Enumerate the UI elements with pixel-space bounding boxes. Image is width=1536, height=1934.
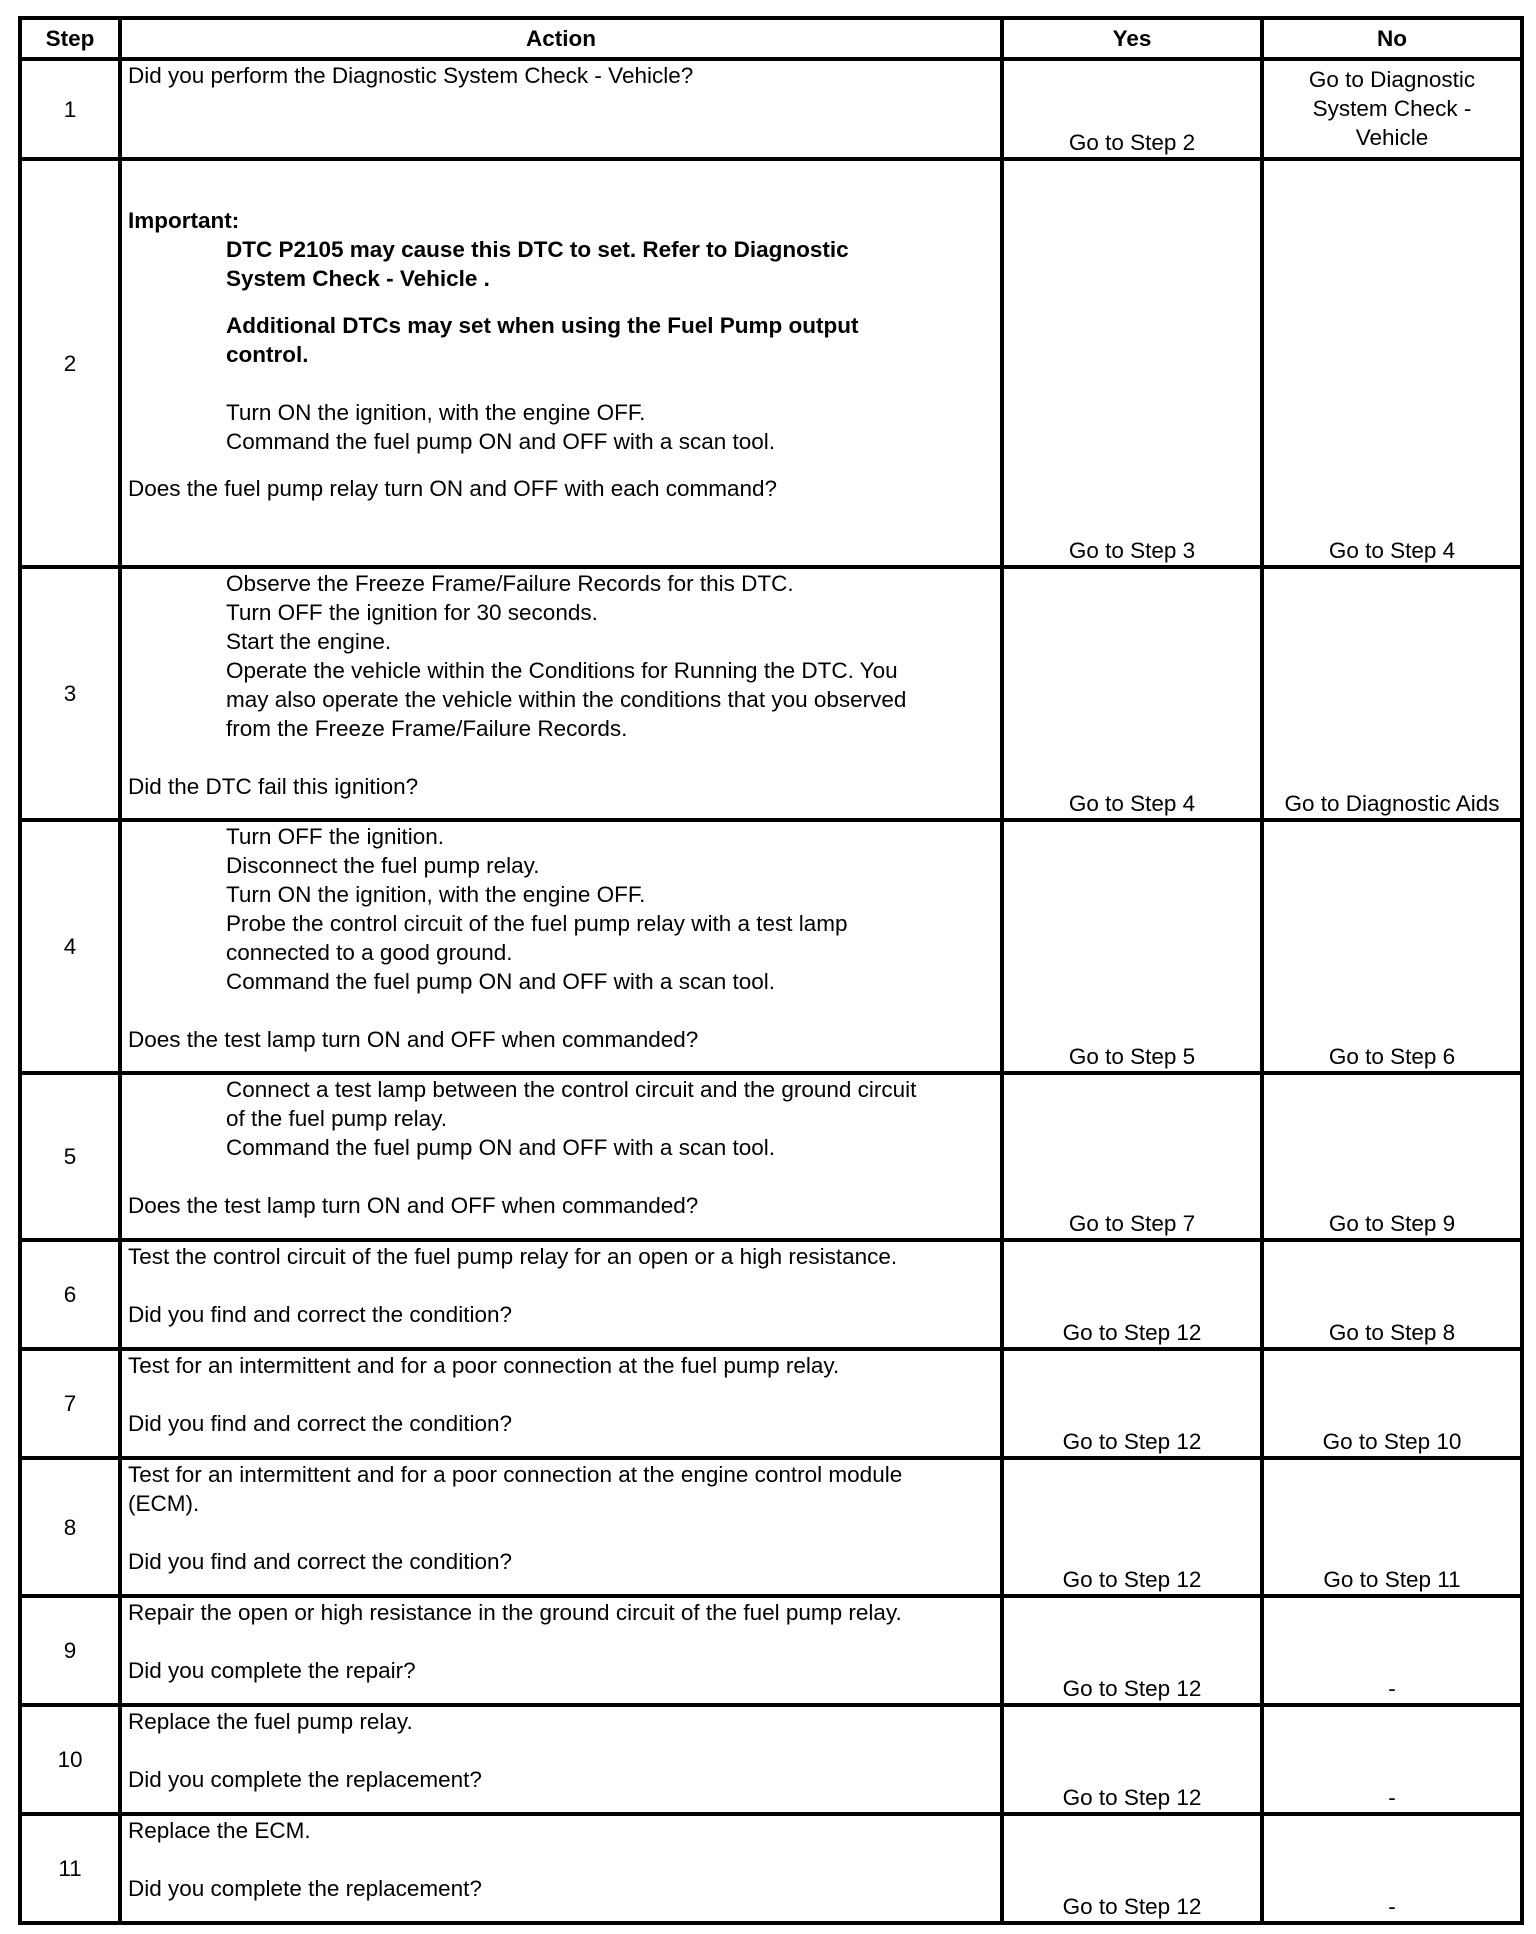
question-text: Did you perform the Diagnostic System Check - Vehicle? xyxy=(128,63,694,88)
action-cell xyxy=(120,820,1002,1073)
action-text: Test the control circuit of the fuel pump relay for an open or a high resistance. xyxy=(128,1244,898,1269)
instruction-line: Operate the vehicle within the Conditions for Running the DTC. You xyxy=(226,658,898,683)
step-number: 9 xyxy=(20,1596,120,1705)
instruction-line: Observe the Freeze Frame/Failure Records for this DTC. xyxy=(226,571,794,596)
instruction-line: Disconnect the fuel pump relay. xyxy=(226,853,540,878)
question-text: Did you find and correct the condition? xyxy=(128,1302,512,1327)
instruction-line: connected to a good ground. xyxy=(226,940,513,965)
action-cell xyxy=(120,1073,1002,1240)
action-cell xyxy=(120,567,1002,820)
table-row xyxy=(20,1705,1522,1814)
no-cell: Go to Diagnostic Aids xyxy=(1262,567,1522,820)
table-row xyxy=(20,567,1522,820)
step-number: 8 xyxy=(20,1458,120,1596)
table-row xyxy=(20,1349,1522,1458)
action-cell xyxy=(120,1705,1002,1814)
instruction-line: Command the fuel pump ON and OFF with a scan tool. xyxy=(226,1135,775,1160)
instruction-line: Turn ON the ignition, with the engine OFF. xyxy=(226,882,646,907)
yes-cell: Go to Step 7 xyxy=(1002,1073,1262,1240)
header-no: No xyxy=(1262,18,1522,59)
step-number: 5 xyxy=(20,1073,120,1240)
action-cell xyxy=(120,59,1002,159)
no-line: Go to Diagnostic xyxy=(1308,67,1476,92)
action-cell xyxy=(120,1458,1002,1596)
no-cell: Go to Step 9 xyxy=(1262,1073,1522,1240)
yes-cell: Go to Step 2 xyxy=(1002,59,1262,159)
instruction-line: may also operate the vehicle within the conditions that you observed xyxy=(226,687,907,712)
yes-cell: Go to Step 12 xyxy=(1002,1240,1262,1349)
action-cell xyxy=(120,1596,1002,1705)
important-label: Important: xyxy=(128,208,240,233)
no-cell: - xyxy=(1262,1596,1522,1705)
instruction-line: Turn OFF the ignition for 30 seconds. xyxy=(226,600,598,625)
question-text: Did you find and correct the condition? xyxy=(128,1411,512,1436)
action-cell xyxy=(120,1349,1002,1458)
no-line: Vehicle xyxy=(1355,125,1429,150)
question-text: Did you complete the replacement? xyxy=(128,1876,482,1901)
question-text: Does the test lamp turn ON and OFF when commanded? xyxy=(128,1193,699,1218)
table-row xyxy=(20,59,1522,159)
important-note: Additional DTCs may set when using the Fuel Pump output xyxy=(226,313,859,338)
table-row xyxy=(20,1240,1522,1349)
header-action: Action xyxy=(120,18,1002,59)
yes-cell: Go to Step 12 xyxy=(1002,1458,1262,1596)
action-text: Replace the ECM. xyxy=(128,1818,311,1843)
action-text: Test for an intermittent and for a poor connection at the engine control module xyxy=(128,1462,903,1487)
no-cell: - xyxy=(1262,1814,1522,1923)
no-cell: - xyxy=(1262,1705,1522,1814)
table-row xyxy=(20,1458,1522,1596)
question-text: Did you complete the replacement? xyxy=(128,1767,482,1792)
header-row xyxy=(20,18,1522,59)
step-number: 7 xyxy=(20,1349,120,1458)
table-row xyxy=(20,1073,1522,1240)
question-text: Does the test lamp turn ON and OFF when commanded? xyxy=(128,1027,699,1052)
instruction-line: Connect a test lamp between the control circuit and the ground circuit xyxy=(226,1077,917,1102)
no-cell: Go to Step 11 xyxy=(1262,1458,1522,1596)
instruction-line: of the fuel pump relay. xyxy=(226,1106,447,1131)
yes-cell: Go to Step 3 xyxy=(1002,159,1262,567)
instruction-line: Turn ON the ignition, with the engine OFF. xyxy=(226,400,646,425)
action-cell xyxy=(120,1240,1002,1349)
step-number: 6 xyxy=(20,1240,120,1349)
step-number: 4 xyxy=(20,820,120,1073)
action-cell xyxy=(120,1814,1002,1923)
important-note: control. xyxy=(226,342,309,367)
no-cell: Go to Step 10 xyxy=(1262,1349,1522,1458)
question-text: Did the DTC fail this ignition? xyxy=(128,774,419,799)
action-text: Repair the open or high resistance in the ground circuit of the fuel pump relay. xyxy=(128,1600,902,1625)
diagnostic-table xyxy=(18,16,1524,1925)
no-cell: Go to Step 4 xyxy=(1262,159,1522,567)
action-text: Test for an intermittent and for a poor connection at the fuel pump relay. xyxy=(128,1353,840,1378)
no-line: System Check - xyxy=(1312,96,1472,121)
action-text: Replace the fuel pump relay. xyxy=(128,1709,413,1734)
table-row xyxy=(20,1814,1522,1923)
yes-cell: Go to Step 12 xyxy=(1002,1596,1262,1705)
step-number: 3 xyxy=(20,567,120,820)
table-row xyxy=(20,159,1522,567)
question-text: Did you complete the repair? xyxy=(128,1658,416,1683)
step-number: 2 xyxy=(20,159,120,567)
table-row xyxy=(20,1596,1522,1705)
instruction-line: Start the engine. xyxy=(226,629,392,654)
no-cell: Go to Step 8 xyxy=(1262,1240,1522,1349)
instruction-line: from the Freeze Frame/Failure Records. xyxy=(226,716,628,741)
table-row xyxy=(20,820,1522,1073)
action-cell xyxy=(120,159,1002,567)
yes-cell: Go to Step 12 xyxy=(1002,1349,1262,1458)
question-text: Did you find and correct the condition? xyxy=(128,1549,512,1574)
action-text: (ECM). xyxy=(128,1491,200,1516)
yes-cell: Go to Step 4 xyxy=(1002,567,1262,820)
important-note: DTC P2105 may cause this DTC to set. Refer to Diagnostic xyxy=(226,237,849,262)
step-number: 1 xyxy=(20,59,120,159)
step-number: 10 xyxy=(20,1705,120,1814)
yes-cell: Go to Step 12 xyxy=(1002,1814,1262,1923)
header-yes: Yes xyxy=(1002,18,1262,59)
no-cell: Go to Step 6 xyxy=(1262,820,1522,1073)
instruction-line: Command the fuel pump ON and OFF with a scan tool. xyxy=(226,969,775,994)
instruction-line: Probe the control circuit of the fuel pump relay with a test lamp xyxy=(226,911,848,936)
yes-cell: Go to Step 5 xyxy=(1002,820,1262,1073)
no-cell xyxy=(1262,59,1522,159)
step-number: 11 xyxy=(20,1814,120,1923)
important-note: System Check - Vehicle . xyxy=(226,266,490,291)
instruction-line: Turn OFF the ignition. xyxy=(226,824,445,849)
yes-cell: Go to Step 12 xyxy=(1002,1705,1262,1814)
question-text: Does the fuel pump relay turn ON and OFF with each command? xyxy=(128,476,778,501)
header-step: Step xyxy=(20,18,120,59)
instruction-line: Command the fuel pump ON and OFF with a scan tool. xyxy=(226,429,775,454)
